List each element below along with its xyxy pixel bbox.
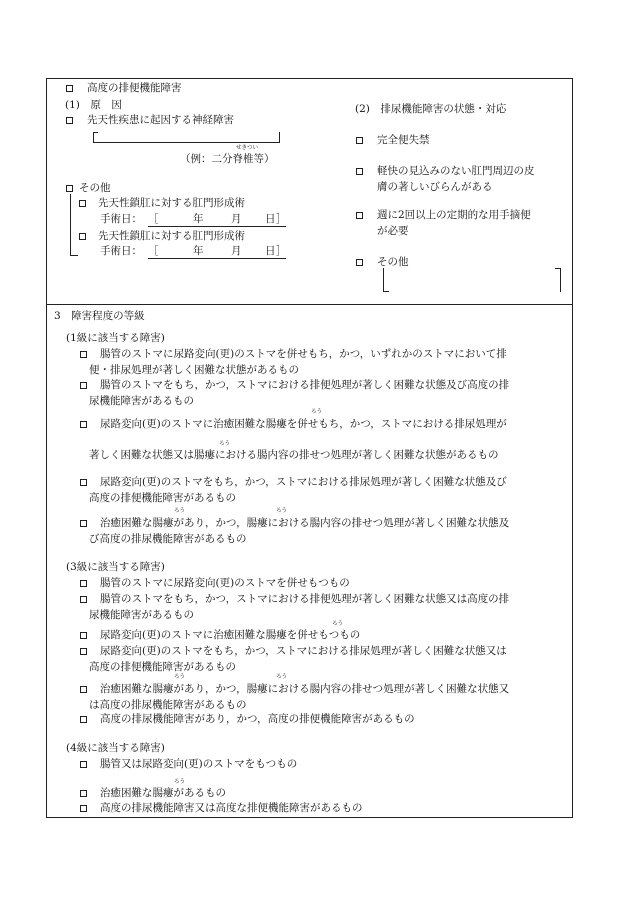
checkbox-other-cause[interactable] (66, 185, 73, 192)
g4-3-text: 高度の排尿機能障害又は高度な排便機能障害があるもの (100, 802, 363, 814)
g1-1-text: 腸管のストマに尿路変向(更)のストマを併せもち，かつ，いずれかのストマにおいて排 (100, 348, 507, 360)
surgery1-label: 先天性鎖肛に対する肛門形成術 (98, 197, 245, 209)
checkbox-g3-6[interactable] (80, 716, 87, 723)
g1-5-text: 治癒困難な腸瘻があり，かつ，腸瘻における腸内容の排せつ処理が著しく困難な状態及 (100, 517, 510, 529)
example-text: （例：二分脊椎等） (180, 153, 275, 165)
g3-5-text: 治癒困難な腸瘻があり，かつ，腸瘻における腸内容の排せつ処理が著しく困難な状態又 (100, 683, 510, 695)
g1-4-text: 尿路変向(更)のストマをもち，かつ，ストマにおける排尿処理が著しく困難な状態及び (100, 476, 507, 488)
other-status-label: その他 (377, 256, 409, 268)
surgery1-date-field[interactable] (148, 226, 286, 227)
checkbox-g1-2[interactable] (80, 382, 87, 389)
checkbox-manual-disimpaction[interactable] (356, 212, 363, 219)
checkbox-g3-1[interactable] (80, 580, 87, 587)
grade1-heading: (1級に該当する障害) (66, 332, 165, 344)
checkbox-surgery1[interactable] (79, 200, 86, 207)
grade3-heading: (3級に該当する障害) (66, 561, 165, 573)
checkbox-g1-3[interactable] (80, 421, 87, 428)
g3-3-text: 尿路変向(更)のストマに治癒困難な腸瘻を併せもつもの (100, 629, 361, 641)
manual-disimpaction-label-2: が必要 (377, 225, 409, 237)
checkbox-surgery2[interactable] (79, 233, 86, 240)
cause-heading: (1) 原 因 (65, 99, 122, 111)
checkbox-fecal-dysfunction[interactable] (66, 85, 73, 92)
ruby-sekitsui: せきつい (236, 145, 259, 151)
grade4-heading: (4級に該当する障害) (66, 742, 165, 754)
skin-erosion-label-2: 膚の著しいびらんがある (377, 181, 493, 193)
section3-title: 3 障害程度の等級 (54, 310, 145, 322)
checkbox-congenital[interactable] (66, 117, 73, 124)
surgery2-date-field[interactable] (148, 258, 286, 259)
checkbox-other-status[interactable] (356, 259, 363, 266)
surgery2-date-label: 手術日： (100, 245, 142, 257)
urinary-status-heading: (2) 排尿機能障害の状態・対応 (355, 103, 507, 115)
checkbox-skin-erosion[interactable] (356, 168, 363, 175)
checkbox-g1-4[interactable] (80, 479, 87, 486)
checkbox-incontinence[interactable] (356, 137, 363, 144)
checkbox-g3-5[interactable] (80, 686, 87, 693)
section-divider (46, 304, 573, 305)
tree-line (70, 194, 71, 256)
g3-1-text: 腸管のストマに尿路変向(更)のストマを併せもつもの (100, 577, 350, 589)
other-cause-label: その他 (79, 182, 111, 194)
surgery1-date-label: 手術日： (100, 213, 142, 225)
fecal-dysfunction-title: 高度の排便機能障害 (87, 82, 182, 94)
checkbox-g4-3[interactable] (80, 805, 87, 812)
g3-2-text: 腸管のストマをもち，かつ，ストマにおける排便処理が著しく困難な状態又は高度の排 (100, 593, 510, 605)
checkbox-g4-1[interactable] (80, 761, 87, 768)
incontinence-label: 完全便失禁 (377, 134, 430, 146)
checkbox-g3-4[interactable] (80, 648, 87, 655)
checkbox-g1-5[interactable] (80, 520, 87, 527)
surgery2-label: 先天性鎖肛に対する肛門形成術 (98, 230, 245, 242)
g1-3-text: 尿路変向(更)のストマに治癒困難な腸瘻を併せもち，かつ，ストマにおける排尿処理が (100, 418, 507, 430)
ruby-rou: ろう (311, 409, 323, 415)
checkbox-g3-2[interactable] (80, 596, 87, 603)
checkbox-g1-1[interactable] (80, 351, 87, 358)
congenital-label: 先天性疾患に起因する神経障害 (87, 114, 234, 126)
checkbox-g4-2[interactable] (80, 790, 87, 797)
g4-1-text: 腸管又は尿路変向(更)のストマをもつもの (100, 758, 298, 770)
manual-disimpaction-label-1: 週に2回以上の定期的な用手摘便 (377, 209, 531, 221)
g3-4-text: 尿路変向(更)のストマをもち，かつ，ストマにおける排尿処理が著しく困難な状態又は (100, 645, 507, 657)
skin-erosion-label-1: 軽快の見込みのない肛門周辺の皮 (377, 165, 535, 177)
g4-2-text: 治癒困難な腸瘻があるもの (100, 787, 226, 799)
g1-2-text: 腸管のストマをもち，かつ，ストマにおける排便処理が著しく困難な状態及び高度の排 (100, 379, 510, 391)
g3-6-text: 高度の排尿機能障害があり，かつ，高度の排便機能障害があるもの (100, 713, 415, 725)
checkbox-g3-3[interactable] (80, 632, 87, 639)
